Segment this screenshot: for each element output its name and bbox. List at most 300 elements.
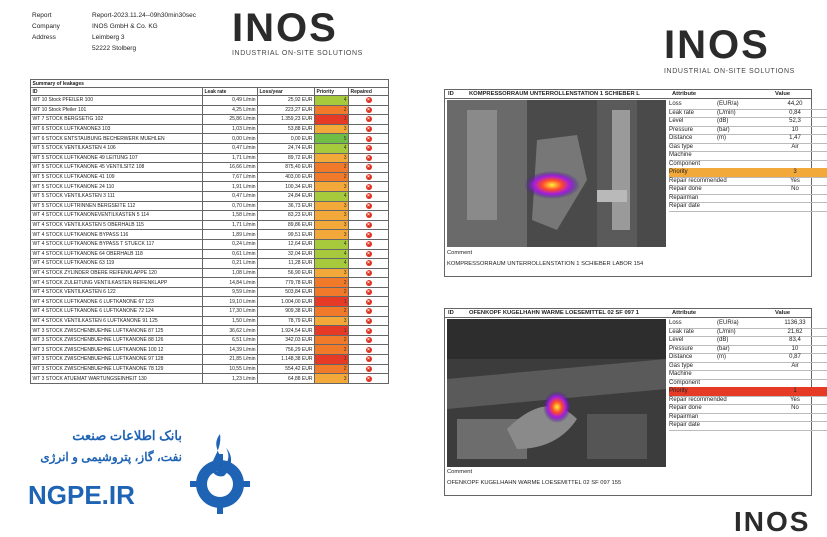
leak-id: WT 4 STOCK LUFTKANONE BYPASS T STUECK 117 xyxy=(31,239,203,249)
comment-block-2 xyxy=(447,469,809,486)
table-row xyxy=(31,201,389,211)
attribute-row xyxy=(669,202,827,212)
repaired-status xyxy=(349,143,389,153)
not-repaired-icon: × xyxy=(367,356,370,363)
repaired-status xyxy=(349,278,389,288)
leak-rate: 0,70 L/min xyxy=(203,201,258,211)
repaired-status xyxy=(349,249,389,259)
attribute-name: Gas type xyxy=(669,362,694,369)
leak-id: WT 7 STOCK BERGSETIG 102 xyxy=(31,115,203,125)
inos-logo-left xyxy=(232,6,392,57)
leak-id: WT 4 STOCK LUFTKANONE 64 OBERHALB 118 xyxy=(31,249,203,259)
leak-id: WT 10 Stock Pfeiler 101 xyxy=(31,105,203,115)
address-label: Address xyxy=(32,34,56,41)
not-repaired-icon: × xyxy=(367,269,370,276)
not-repaired-icon: × xyxy=(367,116,370,123)
not-repaired-icon: × xyxy=(367,241,370,248)
table-row xyxy=(31,249,389,259)
table-row xyxy=(31,220,389,230)
priority: 3 xyxy=(315,268,349,278)
not-repaired-icon: × xyxy=(367,308,370,315)
leak-rate: 0,47 L/min xyxy=(203,143,258,153)
attribute-unit: (L/min) xyxy=(717,109,736,116)
leak-rate: 25,86 L/min xyxy=(203,115,258,125)
leak-rate: 36,62 L/min xyxy=(203,326,258,336)
attribute-name: Machine xyxy=(669,152,692,158)
attribute-value: Yes xyxy=(790,396,800,403)
loss-year: 89,72 EUR xyxy=(258,153,315,163)
leak-id: WT 5 STOCK LUFTKANONE 41 109 xyxy=(31,172,203,182)
header-priority: Priority xyxy=(315,88,349,96)
loss-year: 909,38 EUR xyxy=(258,307,315,317)
attribute-value: No xyxy=(791,405,799,411)
leak-detail-card-2 xyxy=(444,308,812,496)
leak-id: WT 4 STOCK LUFTKANONE 6 LUFTKANONE 72 124 xyxy=(31,307,203,317)
address-line-2: 52222 Stolberg xyxy=(92,45,137,52)
attribute-name: Distance xyxy=(669,354,693,360)
leak-rate: 1,71 L/min xyxy=(203,220,258,230)
leak-rate: 7,67 L/min xyxy=(203,172,258,182)
loss-year: 223,27 EUR xyxy=(258,105,315,115)
not-repaired-icon: × xyxy=(367,126,370,133)
repaired-status xyxy=(349,153,389,163)
priority: 2 xyxy=(315,287,349,297)
comment-text: KOMPRESSORRAUM UNTERROLLENSTATION 1 SCHIEBER LABOR 154 xyxy=(447,261,644,267)
not-repaired-icon: × xyxy=(367,154,370,161)
ngpe-watermark xyxy=(24,428,254,520)
loss-year: 1.359,23 EUR xyxy=(258,115,315,125)
loss-year: 99,51 EUR xyxy=(258,230,315,240)
priority: 2 xyxy=(315,172,349,182)
repaired-status xyxy=(349,316,389,326)
attribute-name: Repair date xyxy=(669,422,701,428)
attribute-value: Air xyxy=(791,143,799,150)
attribute-unit: (EUR/a) xyxy=(717,101,739,107)
priority: 3 xyxy=(315,220,349,230)
attribute-name: Repair done xyxy=(669,186,702,192)
leak-id: WT 3 STOCK ATUEMAT WARTUNGSEINHEIT 130 xyxy=(31,374,203,384)
loss-year: 25,92 EUR xyxy=(258,96,315,106)
priority: 3 xyxy=(315,201,349,211)
table-row xyxy=(31,297,389,307)
priority: 4 xyxy=(315,259,349,269)
priority: 3 xyxy=(315,153,349,163)
table-row xyxy=(31,259,389,269)
attribute-value: 10 xyxy=(791,345,799,352)
repaired-status xyxy=(349,182,389,192)
attribute-value: 21,62 xyxy=(787,328,803,335)
repaired-status xyxy=(349,239,389,249)
loss-year: 342,03 EUR xyxy=(258,335,315,345)
loss-year: 32,04 EUR xyxy=(258,249,315,259)
loss-year: 554,42 EUR xyxy=(258,364,315,374)
thermal-photo-1 xyxy=(447,100,666,247)
loss-year: 503,84 EUR xyxy=(258,287,315,297)
leak-rate: 19,10 L/min xyxy=(203,297,258,307)
table-row xyxy=(31,364,389,374)
table-row xyxy=(31,163,389,173)
not-repaired-icon: × xyxy=(367,260,370,267)
priority: 4 xyxy=(315,239,349,249)
watermark-line-1: بانک اطلاعات صنعت xyxy=(72,428,182,443)
priority: 1 xyxy=(315,297,349,307)
leak-id: WT 5 STOCK LUFTKANONE 45 VENTILSITZ 108 xyxy=(31,163,203,173)
logo-subtitle: INDUSTRIAL ON-SITE SOLUTIONS xyxy=(232,50,363,57)
repaired-status xyxy=(349,124,389,134)
leak-id: WT 6 STOCK LUFTKANONE3 103 xyxy=(31,124,203,134)
attribute-value: 1,47 xyxy=(789,135,801,141)
leak-id: WT 5 STOCK LUFTKANONE 24 110 xyxy=(31,182,203,192)
repaired-status xyxy=(349,230,389,240)
priority: 2 xyxy=(315,105,349,115)
attribute-unit: (EUR/a) xyxy=(717,320,739,326)
leak-id: WT 4 STOCK LUFTKANONE BYPASS 116 xyxy=(31,230,203,240)
company-label: Company xyxy=(32,23,60,30)
loss-year: 56,90 EUR xyxy=(258,268,315,278)
address-line-1: Leimberg 3 xyxy=(92,34,125,41)
table-row xyxy=(31,374,389,384)
acoustic-camera-image-1 xyxy=(447,100,666,247)
leak-rate: 0,00 L/min xyxy=(203,134,258,144)
attribute-name: Machine xyxy=(669,371,692,377)
leak-rate: 14,84 L/min xyxy=(203,278,258,288)
leak-rate: 0,49 L/min xyxy=(203,96,258,106)
table-row xyxy=(31,143,389,153)
table-row xyxy=(31,153,389,163)
attribute-unit: (m) xyxy=(717,354,726,360)
attribute-name: Repair date xyxy=(669,203,701,209)
logo-text: INOS xyxy=(664,23,770,67)
leak-rate: 0,21 L/min xyxy=(203,259,258,269)
table-row xyxy=(31,287,389,297)
repaired-status xyxy=(349,172,389,182)
loss-year: 1.148,38 EUR xyxy=(258,355,315,365)
inos-logo-partial xyxy=(734,506,822,537)
repaired-status xyxy=(349,134,389,144)
loss-year: 36,73 EUR xyxy=(258,201,315,211)
priority: 4 xyxy=(315,96,349,106)
inos-logo-right xyxy=(664,22,822,75)
attribute-name: Component xyxy=(669,160,701,167)
table-row xyxy=(31,96,389,106)
table-row xyxy=(31,345,389,355)
loss-year: 83,23 EUR xyxy=(258,211,315,221)
leak-id: WT 3 STOCK ZWISCHENBUEHNE LUFTKANONE 100 12 xyxy=(31,345,203,355)
leak-id: WT 5 STOCK VENTILKASTEN 3 111 xyxy=(31,191,203,201)
attribute-value: 52,3 xyxy=(789,118,801,124)
loss-year: 24,74 EUR xyxy=(258,143,315,153)
table-row xyxy=(31,355,389,365)
repaired-status xyxy=(349,201,389,211)
loss-year: 11,28 EUR xyxy=(258,259,315,269)
loss-year: 1.004,00 EUR xyxy=(258,297,315,307)
attribute-value: 1136,33 xyxy=(784,320,806,326)
priority: 3 xyxy=(315,374,349,384)
priority: 2 xyxy=(315,163,349,173)
attribute-name: Leak rate xyxy=(669,328,695,335)
repaired-status xyxy=(349,191,389,201)
attribute-name: Distance xyxy=(669,135,693,141)
loss-year: 89,86 EUR xyxy=(258,220,315,230)
leak-rate: 1,03 L/min xyxy=(203,124,258,134)
table-row xyxy=(31,182,389,192)
leak-rate: 6,51 L/min xyxy=(203,335,258,345)
not-repaired-icon: × xyxy=(367,298,370,305)
card-id-label: ID xyxy=(448,91,454,97)
attribute-unit: (bar) xyxy=(717,345,730,352)
leak-id: WT 4 STOCK ZULEITUNG VENTILKASTEN REIFENKLAPP xyxy=(31,278,203,288)
not-repaired-icon: × xyxy=(367,202,370,209)
comment-label: Comment xyxy=(447,469,473,475)
not-repaired-icon: × xyxy=(367,97,370,104)
leak-rate: 0,24 L/min xyxy=(203,239,258,249)
loss-year: 1.924,54 EUR xyxy=(258,326,315,336)
priority: 2 xyxy=(315,345,349,355)
leak-id: WT 10 Stock PFEILER 100 xyxy=(31,96,203,106)
table-row xyxy=(31,268,389,278)
leak-id: WT 4 STOCK ZYLINDER OBERE REIFENKLAPPE 120 xyxy=(31,268,203,278)
repaired-status xyxy=(349,211,389,221)
repaired-status xyxy=(349,345,389,355)
attribute-name: Component xyxy=(669,379,701,386)
not-repaired-icon: × xyxy=(367,365,370,372)
report-value: Report-2023.11.24--09h30min30sec xyxy=(92,12,196,19)
priority: 1 xyxy=(315,326,349,336)
not-repaired-icon: × xyxy=(367,212,370,219)
repaired-status xyxy=(349,105,389,115)
priority: 3 xyxy=(315,124,349,134)
loss-year: 779,78 EUR xyxy=(258,278,315,288)
leak-id: WT 5 STOCK LUFTKANONE 49 LEITUNG 107 xyxy=(31,153,203,163)
company-value: INOS GmbH & Co. KG xyxy=(92,23,158,30)
watermark-brand: NGPE.IR xyxy=(28,480,135,510)
header-repaired: Repaired xyxy=(349,88,389,96)
card-id-value: OFENKOPF KUGELHAHN WARME LOESEMITTEL 02 SF 097 1 xyxy=(469,310,639,316)
leak-rate: 1,58 L/min xyxy=(203,211,258,221)
card-header xyxy=(445,309,811,318)
table-row xyxy=(31,172,389,182)
priority: 2 xyxy=(315,307,349,317)
header-loss-year: Loss/year xyxy=(258,88,315,96)
priority: 3 xyxy=(315,230,349,240)
attribute-value: 83,4 xyxy=(789,337,801,343)
table-row xyxy=(31,191,389,201)
attribute-value: 10 xyxy=(791,126,799,133)
repaired-status xyxy=(349,220,389,230)
repaired-status xyxy=(349,163,389,173)
loss-year: 875,40 EUR xyxy=(258,163,315,173)
card-id-value: KOMPRESSORRAUM UNTERROLLENSTATION 1 SCHIEBER L xyxy=(469,91,640,97)
attribute-name: Leak rate xyxy=(669,109,695,116)
attribute-name: Loss xyxy=(669,101,682,107)
table-row xyxy=(31,105,389,115)
repaired-status xyxy=(349,307,389,317)
leak-id: WT 4 STOCK VENTILKASTEN 6 LUFTKANONE 91 125 xyxy=(31,316,203,326)
leak-rate: 16,66 L/min xyxy=(203,163,258,173)
leak-id: WT 5 STOCK VENTILKASTEN 4 106 xyxy=(31,143,203,153)
repaired-status xyxy=(349,287,389,297)
repaired-status xyxy=(349,297,389,307)
priority: 2 xyxy=(315,278,349,288)
attribute-name: Repairman xyxy=(669,194,699,201)
leak-rate: 1,50 L/min xyxy=(203,316,258,326)
not-repaired-icon: × xyxy=(367,317,370,324)
priority: 4 xyxy=(315,249,349,259)
thermal-photo-2 xyxy=(447,319,666,467)
not-repaired-icon: × xyxy=(367,346,370,353)
attribute-unit: (bar) xyxy=(717,126,730,133)
priority: 1 xyxy=(315,355,349,365)
not-repaired-icon: × xyxy=(367,174,370,181)
attribute-unit: (dB) xyxy=(717,337,729,343)
report-meta xyxy=(32,10,196,54)
comment-text: OFENKOPF KUGELHAHN WARME LOESEMITTEL 02 SF 097 155 xyxy=(447,480,622,486)
leak-rate: 21,85 L/min xyxy=(203,355,258,365)
attribute-row xyxy=(669,421,827,431)
not-repaired-icon: × xyxy=(367,135,370,142)
priority: 3 xyxy=(315,316,349,326)
leak-id: WT 3 STOCK ZWISCHENBUEHNE LUFTKANONE 97 128 xyxy=(31,355,203,365)
leak-rate: 0,47 L/min xyxy=(203,191,258,201)
leak-id: WT 4 STOCK LUFTKANONEVENTILKASTEN 5 114 xyxy=(31,211,203,221)
attribute-unit: (dB) xyxy=(717,118,729,124)
attribute-name: Level xyxy=(669,337,684,343)
priority: 2 xyxy=(315,364,349,374)
priority: 3 xyxy=(315,211,349,221)
priority: 4 xyxy=(315,143,349,153)
leak-summary-table xyxy=(30,79,389,384)
attribute-header: Attribute xyxy=(672,310,697,316)
header-id: ID xyxy=(31,88,203,96)
not-repaired-icon: × xyxy=(367,164,370,171)
attribute-name: Loss xyxy=(669,320,682,326)
loss-year: 12,64 EUR xyxy=(258,239,315,249)
attribute-name: Repair recommended xyxy=(669,396,727,403)
table-row xyxy=(31,239,389,249)
loss-year: 64,88 EUR xyxy=(258,374,315,384)
logo-text: INOS xyxy=(232,6,338,50)
leak-id: WT 3 STOCK ZWISCHENBUEHNE LUFTKANONE 78 129 xyxy=(31,364,203,374)
leak-rate: 1,91 L/min xyxy=(203,182,258,192)
leak-id: WT 5 STOCK LUFTRINNEN BERGSEITE 112 xyxy=(31,201,203,211)
attribute-name: Repair recommended xyxy=(669,177,727,184)
repaired-status xyxy=(349,326,389,336)
table-row xyxy=(31,326,389,336)
attribute-unit: (L/min) xyxy=(717,328,736,335)
not-repaired-icon: × xyxy=(367,106,370,113)
not-repaired-icon: × xyxy=(367,289,370,296)
logo-text: INOS xyxy=(734,506,811,537)
watermark-line-2: نفت، گاز، پتروشیمی و انرژی xyxy=(40,450,182,464)
table-row xyxy=(31,211,389,221)
acoustic-camera-image-2 xyxy=(447,319,666,467)
comment-block-1 xyxy=(447,250,809,267)
not-repaired-icon: × xyxy=(367,279,370,286)
repaired-status xyxy=(349,96,389,106)
loss-year: 0,00 EUR xyxy=(258,134,315,144)
leak-detail-card-1 xyxy=(444,89,812,277)
summary-title: Summary of leakages xyxy=(31,80,389,88)
repaired-status xyxy=(349,259,389,269)
loss-year: 24,84 EUR xyxy=(258,191,315,201)
value-header: Value xyxy=(775,91,791,97)
leak-id: WT 4 STOCK VENTILKASTEN 6 122 xyxy=(31,287,203,297)
not-repaired-icon: × xyxy=(367,327,370,334)
priority: 5 xyxy=(315,134,349,144)
table-row xyxy=(31,307,389,317)
table-row xyxy=(31,335,389,345)
loss-year: 100,34 EUR xyxy=(258,182,315,192)
leak-id: WT 3 STOCK ZWISCHENBUEHNE LUFTKANONE 88 126 xyxy=(31,335,203,345)
loss-year: 78,79 EUR xyxy=(258,316,315,326)
repaired-status xyxy=(349,355,389,365)
leak-rate: 4,25 L/min xyxy=(203,105,258,115)
leak-rate: 1,89 L/min xyxy=(203,230,258,240)
leak-rate: 17,30 L/min xyxy=(203,307,258,317)
table-row xyxy=(31,124,389,134)
attribute-name: Priority xyxy=(669,388,688,394)
leak-id: WT 4 STOCK LUFTKANONE 6 LUFTKANONE 67 123 xyxy=(31,297,203,307)
not-repaired-icon: × xyxy=(367,145,370,152)
attribute-name: Priority xyxy=(669,169,688,175)
leak-rate: 1,08 L/min xyxy=(203,268,258,278)
not-repaired-icon: × xyxy=(367,375,370,382)
table-row xyxy=(31,134,389,144)
attribute-name: Pressure xyxy=(669,345,694,352)
not-repaired-icon: × xyxy=(367,337,370,344)
attribute-name: Repairman xyxy=(669,413,699,420)
attribute-name: Repair done xyxy=(669,405,702,411)
attribute-value: Yes xyxy=(790,177,800,184)
repaired-status xyxy=(349,364,389,374)
priority: 3 xyxy=(315,182,349,192)
repaired-status xyxy=(349,335,389,345)
header-leak-rate: Leak rate xyxy=(203,88,258,96)
priority: 4 xyxy=(315,191,349,201)
table-row xyxy=(31,316,389,326)
attribute-value: 0,87 xyxy=(789,354,801,360)
leak-rate: 0,61 L/min xyxy=(203,249,258,259)
repaired-status xyxy=(349,268,389,278)
table-row xyxy=(31,230,389,240)
attribute-header: Attribute xyxy=(672,91,697,97)
leak-rate: 14,39 L/min xyxy=(203,345,258,355)
table-row xyxy=(31,278,389,288)
attribute-value: 1 xyxy=(793,388,797,394)
attribute-name: Gas type xyxy=(669,143,694,150)
attribute-name: Pressure xyxy=(669,126,694,133)
not-repaired-icon: × xyxy=(367,231,370,238)
loss-year: 53,88 EUR xyxy=(258,124,315,134)
attribute-value: 0,84 xyxy=(789,109,801,116)
repaired-status xyxy=(349,374,389,384)
attribute-value: 44,20 xyxy=(787,101,803,107)
leak-id: WT 3 STOCK ZWISCHENBUEHNE LUFTKANONE 87 125 xyxy=(31,326,203,336)
leak-rate: 1,23 L/min xyxy=(203,374,258,384)
loss-year: 403,00 EUR xyxy=(258,172,315,182)
value-header: Value xyxy=(775,310,791,316)
attribute-value: 3 xyxy=(793,169,797,175)
loss-year: 756,29 EUR xyxy=(258,345,315,355)
table-row xyxy=(31,115,389,125)
logo-subtitle: INDUSTRIAL ON-SITE SOLUTIONS xyxy=(664,68,795,75)
priority: 2 xyxy=(315,335,349,345)
attribute-value: Air xyxy=(791,362,799,369)
leak-rate: 10,55 L/min xyxy=(203,364,258,374)
comment-label: Comment xyxy=(447,250,473,256)
report-label: Report xyxy=(32,12,52,19)
priority: 1 xyxy=(315,115,349,125)
